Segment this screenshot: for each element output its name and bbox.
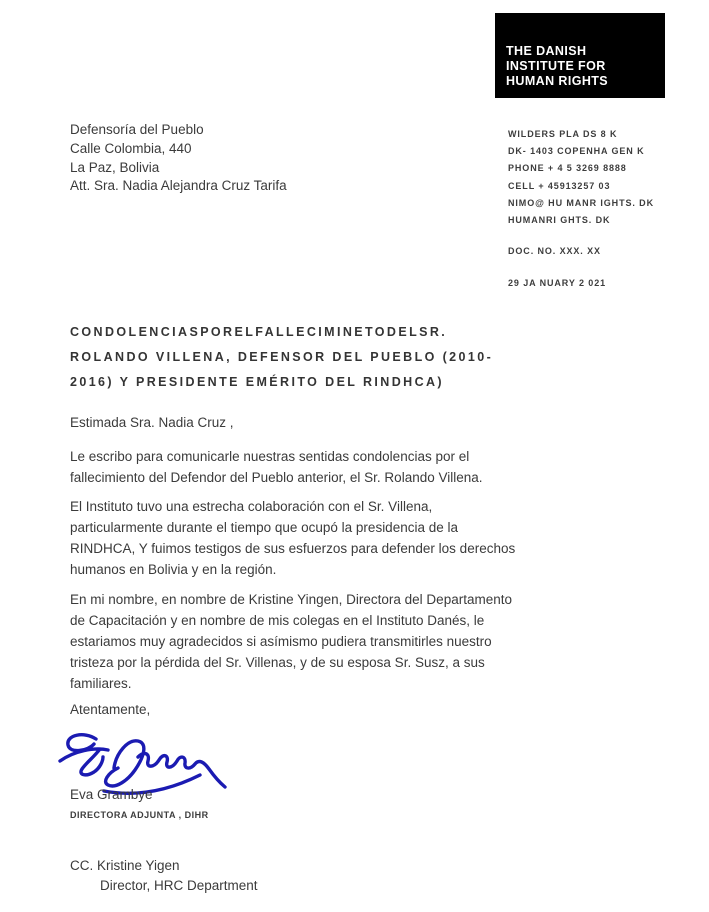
cc-line-role: Director, HRC Department: [100, 877, 258, 893]
sender-contact-info: [508, 126, 654, 229]
letter-date: 29 JA NUARY 2 021: [508, 278, 607, 288]
logo-line: INSTITUTE FOR: [506, 59, 606, 73]
contact-line-email: NIMO@ HU MANR IGHTS. DK: [508, 197, 654, 208]
recipient-line: Defensoría del Pueblo: [70, 122, 204, 137]
org-logo: [495, 13, 665, 98]
recipient-line: La Paz, Bolivia: [70, 159, 160, 175]
recipient-line: Calle Colombia, 440: [70, 140, 192, 156]
contact-line-address1: WILDERS PLA DS 8 K: [508, 129, 618, 139]
org-logo-text: [506, 44, 608, 89]
contact-line-phone: PHONE + 4 5 3269 8888: [508, 163, 627, 174]
logo-line: THE DANISH: [506, 44, 587, 58]
cc-block: [70, 856, 258, 895]
signer-role: DIRECTORA ADJUNTA , DIHR: [70, 810, 209, 820]
signer-name: Eva Grambye: [70, 787, 153, 802]
greeting: Estimada Sra. Nadia Cruz ,: [70, 415, 234, 430]
paragraph: En mi nombre, en nombre de Kristine Yingen, Directora del Departamento de Capacitación y en nombre de mis colegas en el Instituto Danés, le estariamos muy agradecidos si asímismo pudiera transmitirles nuestro tristeza por la pérdida del Sr. Villenas, y de su esposa Sr. Susz, a sus familiares.: [70, 592, 512, 691]
closing-salutation: Atentamente,: [70, 702, 151, 717]
subject-line: ROLANDO VILLENA, DEFENSOR DEL PUEBLO (2010-: [70, 350, 494, 364]
doc-number: DOC. NO. XXX. XX: [508, 246, 601, 256]
paragraph: El Instituto tuvo una estrecha colaboración con el Sr. Villena, particularmente durante el tiempo que ocupó la presidencia de la RINDHCA, Y fuimos testigos de sus esfuerzos para defender los derechos humanos en Bolivia y en la región.: [70, 499, 516, 577]
recipient-address: [70, 121, 287, 196]
subject-line: CONDOLENCIASPORELFALLECIMINETODELSR.: [70, 325, 448, 339]
contact-line-cell: CELL + 45913257 03: [508, 180, 611, 191]
contact-line-website: HUMANRI GHTS. DK: [508, 215, 611, 226]
subject-line: 2016) Y PRESIDENTE EMÉRITO DEL RINDHCA): [70, 375, 444, 389]
contact-line-address2: DK- 1403 COPENHA GEN K: [508, 146, 645, 157]
logo-line: HUMAN RIGHTS: [506, 74, 609, 88]
signature-ink-stroke: [60, 735, 225, 794]
cc-line-name: CC. Kristine Yigen: [70, 858, 180, 873]
paragraph: Le escribo para comunicarle nuestras sentidas condolencias por el fallecimiento del Defendor del Pueblo anterior, el Sr. Rolando Villena.: [70, 449, 483, 485]
subject-title: [70, 320, 493, 395]
recipient-line: Att. Sra. Nadia Alejandra Cruz Tarifa: [70, 178, 287, 194]
